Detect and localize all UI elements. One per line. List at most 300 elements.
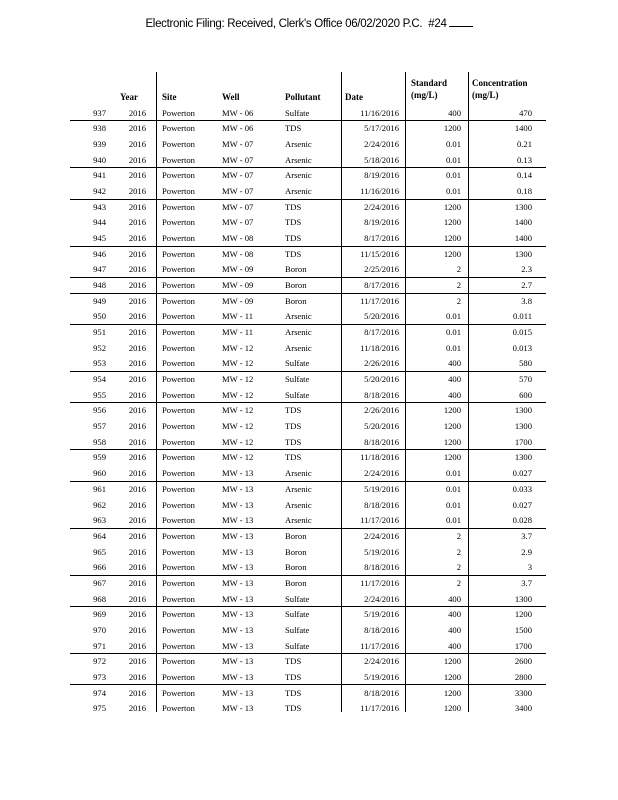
cell-site: Powerton (162, 687, 195, 698)
table-row (0, 498, 618, 514)
cell-concentration: 1400 (514, 123, 532, 134)
cell-well: MW - 06 (222, 123, 254, 134)
cell-date: 8/18/2016 (364, 624, 399, 635)
cell-date: 5/19/2016 (364, 546, 399, 557)
row-number: 944 (93, 217, 106, 228)
cell-site: Powerton (162, 311, 195, 322)
row-number: 952 (93, 342, 106, 353)
header-standard: Standard (411, 78, 448, 88)
table-row (0, 294, 618, 310)
cell-pollutant: Arsenic (285, 483, 312, 494)
cell-site: Powerton (162, 217, 195, 228)
cell-well: MW - 12 (222, 405, 254, 416)
cell-pollutant: Arsenic (285, 499, 312, 510)
cell-year: 2016 (128, 421, 146, 432)
cell-standard: 0.01 (445, 170, 461, 181)
row-number: 947 (93, 264, 106, 275)
row-number: 961 (93, 483, 106, 494)
table-row (0, 466, 618, 482)
cell-pollutant: Boron (285, 562, 307, 573)
cell-standard: 1200 (443, 123, 461, 134)
row-number: 954 (93, 374, 106, 385)
table-row (0, 654, 618, 670)
cell-year: 2016 (128, 640, 146, 651)
table-row (0, 184, 618, 200)
cell-year: 2016 (128, 515, 146, 526)
cell-year: 2016 (128, 530, 146, 541)
cell-date: 8/17/2016 (364, 327, 399, 338)
row-number: 941 (93, 170, 106, 181)
cell-well: MW - 13 (222, 530, 254, 541)
cell-well: MW - 08 (222, 232, 254, 243)
cell-site: Powerton (162, 640, 195, 651)
cell-year: 2016 (128, 546, 146, 557)
cell-pollutant: Arsenic (285, 138, 312, 149)
cell-concentration: 580 (519, 358, 532, 369)
row-number: 956 (93, 405, 106, 416)
row-number: 969 (93, 609, 106, 620)
cell-date: 11/16/2016 (360, 107, 399, 118)
table-row (0, 372, 618, 388)
cell-date: 11/16/2016 (360, 185, 399, 196)
cell-pollutant: Boron (285, 264, 307, 275)
cell-concentration: 1400 (514, 217, 532, 228)
table-row (0, 106, 618, 122)
cell-pollutant: Arsenic (285, 342, 312, 353)
filing-stamp-number: #24 (428, 18, 447, 30)
cell-pollutant: Arsenic (285, 515, 312, 526)
cell-well: MW - 07 (222, 201, 254, 212)
cell-concentration: 3.8 (521, 295, 532, 306)
table-row (0, 121, 618, 137)
cell-standard: 0.01 (445, 483, 461, 494)
cell-site: Powerton (162, 483, 195, 494)
cell-year: 2016 (128, 656, 146, 667)
cell-well: MW - 13 (222, 562, 254, 573)
cell-well: MW - 09 (222, 295, 254, 306)
cell-concentration: 1500 (514, 624, 532, 635)
cell-year: 2016 (128, 264, 146, 275)
cell-well: MW - 07 (222, 217, 254, 228)
cell-concentration: 0.21 (516, 138, 532, 149)
row-number: 964 (93, 530, 106, 541)
cell-site: Powerton (162, 703, 195, 714)
cell-concentration: 0.033 (512, 483, 532, 494)
cell-concentration: 0.028 (512, 515, 532, 526)
cell-pollutant: Sulfate (285, 358, 310, 369)
cell-site: Powerton (162, 201, 195, 212)
cell-well: MW - 13 (222, 577, 254, 588)
cell-date: 11/17/2016 (360, 295, 399, 306)
cell-pollutant: TDS (285, 703, 302, 714)
cell-concentration: 0.18 (516, 185, 532, 196)
cell-concentration: 1300 (514, 405, 532, 416)
cell-date: 2/24/2016 (364, 468, 399, 479)
cell-standard: 0.01 (445, 154, 461, 165)
table-row (0, 247, 618, 263)
cell-date: 11/17/2016 (360, 515, 399, 526)
cell-concentration: 3400 (514, 703, 532, 714)
cell-year: 2016 (128, 671, 146, 682)
cell-date: 8/17/2016 (364, 279, 399, 290)
cell-site: Powerton (162, 123, 195, 134)
cell-well: MW - 07 (222, 185, 254, 196)
cell-well: MW - 13 (222, 624, 254, 635)
cell-site: Powerton (162, 154, 195, 165)
cell-date: 11/17/2016 (360, 640, 399, 651)
cell-well: MW - 11 (222, 327, 254, 338)
cell-year: 2016 (128, 295, 146, 306)
row-number: 971 (93, 640, 106, 651)
cell-concentration: 0.13 (516, 154, 532, 165)
cell-concentration: 3.7 (521, 577, 532, 588)
cell-date: 8/18/2016 (364, 499, 399, 510)
row-number: 939 (93, 138, 106, 149)
row-number: 959 (93, 452, 106, 463)
cell-site: Powerton (162, 656, 195, 667)
cell-pollutant: TDS (285, 687, 302, 698)
row-number: 973 (93, 671, 106, 682)
cell-year: 2016 (128, 374, 146, 385)
cell-well: MW - 12 (222, 389, 254, 400)
table-row (0, 215, 618, 231)
cell-concentration: 1200 (514, 609, 532, 620)
cell-site: Powerton (162, 327, 195, 338)
cell-pollutant: Arsenic (285, 311, 312, 322)
cell-standard: 2 (456, 295, 461, 306)
table-row (0, 153, 618, 169)
cell-site: Powerton (162, 468, 195, 479)
cell-well: MW - 09 (222, 279, 254, 290)
cell-concentration: 3300 (514, 687, 532, 698)
cell-date: 5/20/2016 (364, 421, 399, 432)
header-year: Year (120, 92, 138, 102)
cell-site: Powerton (162, 593, 195, 604)
cell-standard: 0.01 (445, 311, 461, 322)
row-number: 962 (93, 499, 106, 510)
cell-year: 2016 (128, 468, 146, 479)
cell-standard: 1200 (443, 248, 461, 259)
cell-year: 2016 (128, 342, 146, 353)
cell-standard: 400 (448, 624, 461, 635)
cell-date: 2/26/2016 (364, 405, 399, 416)
cell-well: MW - 13 (222, 703, 254, 714)
table-row (0, 450, 618, 466)
cell-site: Powerton (162, 107, 195, 118)
table-row (0, 545, 618, 561)
cell-site: Powerton (162, 342, 195, 353)
cell-well: MW - 13 (222, 468, 254, 479)
cell-site: Powerton (162, 248, 195, 259)
cell-well: MW - 12 (222, 342, 254, 353)
table-row (0, 513, 618, 529)
cell-well: MW - 07 (222, 138, 254, 149)
cell-standard: 1200 (443, 671, 461, 682)
cell-pollutant: Sulfate (285, 624, 310, 635)
cell-well: MW - 13 (222, 609, 254, 620)
cell-well: MW - 09 (222, 264, 254, 275)
table-row (0, 419, 618, 435)
cell-concentration: 2800 (514, 671, 532, 682)
cell-site: Powerton (162, 264, 195, 275)
cell-date: 2/24/2016 (364, 201, 399, 212)
cell-standard: 0.01 (445, 468, 461, 479)
cell-date: 8/18/2016 (364, 389, 399, 400)
cell-well: MW - 12 (222, 374, 254, 385)
cell-well: MW - 12 (222, 358, 254, 369)
cell-pollutant: Sulfate (285, 374, 310, 385)
cell-well: MW - 12 (222, 452, 254, 463)
cell-concentration: 1300 (514, 593, 532, 604)
cell-concentration: 1700 (514, 436, 532, 447)
cell-date: 11/15/2016 (360, 248, 399, 259)
table-row (0, 529, 618, 545)
cell-pollutant: TDS (285, 436, 302, 447)
table-row (0, 309, 618, 325)
table-row (0, 560, 618, 576)
filing-stamp-underline (449, 26, 473, 27)
table-row (0, 670, 618, 686)
table-row (0, 576, 618, 592)
cell-date: 8/19/2016 (364, 170, 399, 181)
row-number: 942 (93, 185, 106, 196)
cell-site: Powerton (162, 530, 195, 541)
cell-well: MW - 13 (222, 499, 254, 510)
table-row (0, 435, 618, 451)
row-number: 949 (93, 295, 106, 306)
cell-year: 2016 (128, 201, 146, 212)
table-row (0, 200, 618, 216)
cell-date: 5/19/2016 (364, 671, 399, 682)
cell-pollutant: Sulfate (285, 389, 310, 400)
row-number: 975 (93, 703, 106, 714)
cell-date: 2/24/2016 (364, 593, 399, 604)
cell-standard: 1200 (443, 232, 461, 243)
cell-well: MW - 12 (222, 436, 254, 447)
cell-date: 8/19/2016 (364, 217, 399, 228)
cell-concentration: 2.9 (521, 546, 532, 557)
cell-standard: 0.01 (445, 499, 461, 510)
cell-year: 2016 (128, 436, 146, 447)
cell-pollutant: Sulfate (285, 593, 310, 604)
cell-year: 2016 (128, 389, 146, 400)
cell-pollutant: TDS (285, 248, 302, 259)
cell-well: MW - 12 (222, 421, 254, 432)
row-number: 943 (93, 201, 106, 212)
cell-date: 8/18/2016 (364, 562, 399, 573)
cell-site: Powerton (162, 405, 195, 416)
cell-standard: 2 (456, 546, 461, 557)
cell-date: 5/19/2016 (364, 483, 399, 494)
cell-standard: 1200 (443, 436, 461, 447)
row-number: 966 (93, 562, 106, 573)
cell-site: Powerton (162, 436, 195, 447)
cell-well: MW - 13 (222, 546, 254, 557)
row-number: 974 (93, 687, 106, 698)
cell-concentration: 0.14 (516, 170, 532, 181)
table-row (0, 482, 618, 498)
row-number: 940 (93, 154, 106, 165)
cell-date: 5/20/2016 (364, 311, 399, 322)
table-row (0, 403, 618, 419)
cell-year: 2016 (128, 452, 146, 463)
row-number: 951 (93, 327, 106, 338)
table-row (0, 686, 618, 702)
cell-standard: 1200 (443, 217, 461, 228)
row-number: 970 (93, 624, 106, 635)
cell-site: Powerton (162, 515, 195, 526)
cell-pollutant: Sulfate (285, 609, 310, 620)
cell-site: Powerton (162, 624, 195, 635)
cell-concentration: 1300 (514, 248, 532, 259)
cell-concentration: 1300 (514, 421, 532, 432)
cell-pollutant: Boron (285, 546, 307, 557)
cell-site: Powerton (162, 499, 195, 510)
cell-pollutant: TDS (285, 201, 302, 212)
cell-pollutant: TDS (285, 405, 302, 416)
cell-standard: 2 (456, 577, 461, 588)
row-number: 967 (93, 577, 106, 588)
cell-concentration: 2.3 (521, 264, 532, 275)
cell-standard: 2 (456, 279, 461, 290)
table-row (0, 388, 618, 404)
cell-standard: 1200 (443, 421, 461, 432)
cell-standard: 400 (448, 640, 461, 651)
table-row (0, 592, 618, 608)
header-well: Well (222, 92, 240, 102)
header-site: Site (162, 92, 177, 102)
row-number: 937 (93, 107, 106, 118)
cell-site: Powerton (162, 671, 195, 682)
cell-date: 8/17/2016 (364, 232, 399, 243)
cell-date: 2/24/2016 (364, 138, 399, 149)
cell-well: MW - 13 (222, 640, 254, 651)
cell-pollutant: Sulfate (285, 107, 310, 118)
cell-concentration: 3 (527, 562, 532, 573)
cell-year: 2016 (128, 138, 146, 149)
cell-year: 2016 (128, 232, 146, 243)
cell-date: 2/25/2016 (364, 264, 399, 275)
cell-standard: 1200 (443, 656, 461, 667)
cell-concentration: 1300 (514, 452, 532, 463)
row-number: 945 (93, 232, 106, 243)
cell-date: 8/18/2016 (364, 436, 399, 447)
cell-concentration: 570 (519, 374, 532, 385)
cell-site: Powerton (162, 232, 195, 243)
filing-stamp (0, 18, 618, 30)
header-standard-unit: (mg/L) (411, 90, 438, 100)
cell-standard: 0.01 (445, 342, 461, 353)
table-row (0, 168, 618, 184)
cell-pollutant: Arsenic (285, 170, 312, 181)
cell-concentration: 0.013 (512, 342, 532, 353)
cell-date: 5/19/2016 (364, 609, 399, 620)
row-number: 955 (93, 389, 106, 400)
cell-year: 2016 (128, 609, 146, 620)
cell-concentration: 1400 (514, 232, 532, 243)
cell-standard: 0.01 (445, 185, 461, 196)
cell-year: 2016 (128, 107, 146, 118)
cell-site: Powerton (162, 452, 195, 463)
table-row (0, 325, 618, 341)
cell-standard: 400 (448, 609, 461, 620)
cell-year: 2016 (128, 154, 146, 165)
cell-date: 11/18/2016 (360, 452, 399, 463)
cell-date: 5/20/2016 (364, 374, 399, 385)
cell-pollutant: Boron (285, 530, 307, 541)
cell-year: 2016 (128, 687, 146, 698)
cell-concentration: 3.7 (521, 530, 532, 541)
table-row (0, 639, 618, 655)
cell-pollutant: Arsenic (285, 185, 312, 196)
cell-site: Powerton (162, 358, 195, 369)
cell-standard: 2 (456, 562, 461, 573)
cell-year: 2016 (128, 499, 146, 510)
cell-concentration: 0.027 (512, 499, 532, 510)
cell-site: Powerton (162, 374, 195, 385)
table-row (0, 262, 618, 278)
cell-well: MW - 08 (222, 248, 254, 259)
cell-pollutant: Sulfate (285, 640, 310, 651)
cell-year: 2016 (128, 577, 146, 588)
row-number: 968 (93, 593, 106, 604)
cell-pollutant: TDS (285, 232, 302, 243)
cell-site: Powerton (162, 546, 195, 557)
cell-well: MW - 13 (222, 671, 254, 682)
cell-year: 2016 (128, 185, 146, 196)
cell-standard: 400 (448, 358, 461, 369)
row-number: 960 (93, 468, 106, 479)
cell-concentration: 0.011 (512, 311, 532, 322)
cell-site: Powerton (162, 170, 195, 181)
cell-date: 2/24/2016 (364, 656, 399, 667)
cell-year: 2016 (128, 358, 146, 369)
cell-pollutant: TDS (285, 421, 302, 432)
header-concentration-unit: (mg/L) (472, 90, 499, 100)
cell-standard: 0.01 (445, 138, 461, 149)
cell-concentration: 0.015 (512, 327, 532, 338)
cell-pollutant: Boron (285, 295, 307, 306)
cell-date: 11/17/2016 (360, 703, 399, 714)
header-concentration: Concentration (472, 78, 528, 88)
cell-pollutant: TDS (285, 217, 302, 228)
cell-pollutant: Arsenic (285, 468, 312, 479)
cell-year: 2016 (128, 624, 146, 635)
cell-year: 2016 (128, 483, 146, 494)
cell-well: MW - 11 (222, 311, 254, 322)
table-row (0, 278, 618, 294)
cell-standard: 0.01 (445, 515, 461, 526)
cell-year: 2016 (128, 248, 146, 259)
cell-pollutant: Arsenic (285, 327, 312, 338)
cell-standard: 400 (448, 374, 461, 385)
cell-well: MW - 13 (222, 593, 254, 604)
cell-well: MW - 13 (222, 687, 254, 698)
cell-standard: 400 (448, 389, 461, 400)
header-date: Date (345, 92, 363, 102)
cell-date: 11/17/2016 (360, 577, 399, 588)
cell-date: 2/24/2016 (364, 530, 399, 541)
table-row (0, 623, 618, 639)
cell-year: 2016 (128, 703, 146, 714)
row-number: 950 (93, 311, 106, 322)
row-number: 963 (93, 515, 106, 526)
cell-site: Powerton (162, 562, 195, 573)
cell-well: MW - 06 (222, 107, 254, 118)
cell-date: 8/18/2016 (364, 687, 399, 698)
cell-date: 5/18/2016 (364, 154, 399, 165)
cell-concentration: 2600 (514, 656, 532, 667)
